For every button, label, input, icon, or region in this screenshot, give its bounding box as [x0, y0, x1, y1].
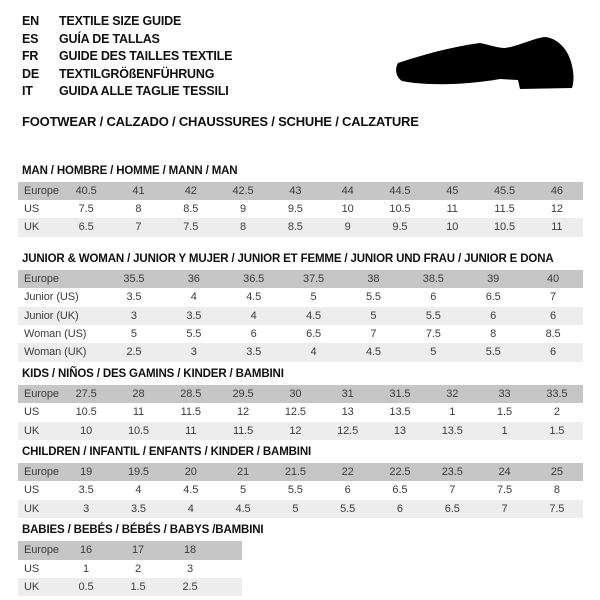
size-row-us — [18, 481, 583, 499]
size-value: 8.5 — [183, 202, 199, 215]
size-value: 31.5 — [374, 385, 426, 403]
size-value: 6.5 — [60, 218, 112, 236]
size-value: 11.5 — [180, 406, 201, 419]
size-value: 2 — [134, 562, 142, 575]
size-value: 38 — [344, 270, 404, 288]
size-value: 13 — [374, 422, 426, 440]
region-label: US — [24, 484, 40, 497]
region-label: US — [24, 406, 40, 419]
size-value: 5 — [310, 291, 317, 304]
region-label: Europe — [18, 463, 60, 481]
size-value: 1.5 — [497, 406, 513, 419]
size-value: 10 — [426, 218, 478, 236]
size-value: 25 — [531, 463, 583, 481]
size-value: 28.5 — [165, 385, 217, 403]
size-value: 1.5 — [112, 578, 164, 596]
size-value: 35.5 — [104, 270, 164, 288]
size-value: 7 — [370, 327, 377, 340]
size-row-woman-us — [18, 325, 583, 343]
size-table-title: JUNIOR & WOMAN / JUNIOR Y MUJER / JUNIOR ET FEMME / JUNIOR UND FRAU / JUNIOR E DONA — [22, 252, 554, 265]
size-table — [18, 541, 242, 596]
language-label: GUIDA ALLE TAGLIE TESSILI — [59, 84, 229, 98]
size-value: 12 — [269, 422, 321, 440]
size-value: 1.5 — [531, 422, 583, 440]
size-value: 6 — [374, 500, 426, 518]
region-label: UK — [18, 578, 60, 596]
size-table-section — [18, 368, 583, 440]
size-value: 8 — [135, 202, 142, 215]
size-value: 11.5 — [217, 422, 269, 440]
size-value: 4.5 — [344, 343, 404, 361]
language-label: TEXTILE SIZE GUIDE — [59, 14, 182, 28]
language-code: FR — [22, 49, 39, 63]
size-value: 4 — [284, 343, 344, 361]
size-value: 3.5 — [164, 307, 224, 325]
size-row-us — [18, 200, 583, 218]
size-value: 3 — [164, 343, 224, 361]
size-table-title: BABIES / BEBÉS / BÉBÉS / BABYS /BAMBINI — [22, 524, 264, 537]
language-code: DE — [22, 66, 39, 81]
size-table-section — [18, 524, 583, 596]
region-label: Junior (UK) — [18, 307, 104, 325]
region-label: Europe — [18, 385, 60, 403]
size-value: 6 — [344, 484, 351, 497]
size-value: 9 — [240, 202, 247, 215]
size-value: 0.5 — [60, 578, 112, 596]
size-value: 6 — [523, 307, 583, 325]
size-value: 13 — [341, 406, 354, 419]
size-value: 5 — [403, 343, 463, 361]
size-value: 4 — [165, 500, 217, 518]
size-value: 13.5 — [426, 422, 478, 440]
size-value: 29.5 — [217, 385, 269, 403]
size-value: 7.5 — [497, 484, 513, 497]
size-value: 41 — [112, 182, 164, 200]
size-value: 30 — [269, 385, 321, 403]
size-value: 44.5 — [374, 182, 426, 200]
region-label: Europe — [18, 541, 60, 559]
size-value: 9.5 — [287, 202, 303, 215]
size-row-europe — [18, 270, 583, 288]
size-value: 36 — [164, 270, 224, 288]
size-value: 13.5 — [389, 406, 411, 419]
size-value: 4 — [190, 291, 197, 304]
size-value: 4 — [135, 484, 142, 497]
size-value: 10 — [341, 202, 354, 215]
size-value: 3.5 — [112, 500, 164, 518]
size-value: 6.5 — [426, 500, 478, 518]
size-value: 22 — [321, 463, 373, 481]
size-value: 5 — [240, 484, 247, 497]
size-value: 6 — [523, 343, 583, 361]
size-value: 22.5 — [374, 463, 426, 481]
size-value: 11 — [132, 406, 145, 419]
size-value: 11.5 — [494, 202, 515, 215]
size-value: 38.5 — [403, 270, 463, 288]
size-value: 1 — [478, 422, 530, 440]
size-value: 21 — [217, 463, 269, 481]
size-value: 19.5 — [112, 463, 164, 481]
size-table-section — [18, 253, 583, 362]
size-row-uk — [18, 500, 583, 518]
size-value: 8 — [490, 327, 497, 340]
size-value: 7 — [550, 291, 557, 304]
size-value: 43 — [269, 182, 321, 200]
size-value: 6 — [250, 327, 257, 340]
size-row-uk — [18, 422, 583, 440]
size-value: 24 — [478, 463, 530, 481]
size-table — [18, 385, 583, 440]
region-label: Woman (US) — [24, 327, 87, 340]
region-label: US — [24, 562, 40, 575]
size-value: 44 — [321, 182, 373, 200]
size-value: 3.5 — [78, 484, 94, 497]
size-value: 10.5 — [112, 422, 164, 440]
size-value: 10.5 — [389, 202, 411, 215]
size-value: 7 — [449, 484, 456, 497]
size-value: 7.5 — [165, 218, 217, 236]
size-value: 5 — [269, 500, 321, 518]
filler-cell — [216, 541, 242, 559]
region-label: Europe — [18, 182, 60, 200]
size-value: 4.5 — [183, 484, 199, 497]
size-value: 7 — [112, 218, 164, 236]
size-value: 16 — [60, 541, 112, 559]
size-value: 10.5 — [478, 218, 530, 236]
size-value: 37.5 — [284, 270, 344, 288]
size-value: 5.5 — [463, 343, 523, 361]
size-table-section — [18, 165, 583, 237]
size-value: 39 — [463, 270, 523, 288]
size-value: 19 — [60, 463, 112, 481]
size-value: 27.5 — [60, 385, 112, 403]
size-value: 9 — [321, 218, 373, 236]
size-table — [18, 463, 583, 518]
size-value: 8 — [217, 218, 269, 236]
size-value: 3 — [186, 562, 194, 575]
language-code: IT — [22, 84, 33, 98]
size-value: 42.5 — [217, 182, 269, 200]
size-value: 18 — [164, 541, 216, 559]
size-value: 6 — [430, 291, 437, 304]
size-value: 12.5 — [321, 422, 373, 440]
size-value: 6.5 — [392, 484, 408, 497]
size-value: 7.5 — [78, 202, 94, 215]
size-value: 10 — [60, 422, 112, 440]
size-table-title: MAN / HOMBRE / HOMME / MANN / MAN — [22, 164, 238, 177]
size-row-europe — [18, 182, 583, 200]
filler-cell — [216, 578, 242, 596]
size-value: 11 — [531, 218, 583, 236]
size-value: 10.5 — [75, 406, 97, 419]
region-label: Junior (US) — [24, 291, 79, 304]
size-value: 1 — [82, 562, 90, 575]
size-value: 8.5 — [269, 218, 321, 236]
size-value: 21.5 — [269, 463, 321, 481]
region-label: UK — [18, 218, 60, 236]
size-value: 4.5 — [217, 500, 269, 518]
size-row-woman-uk — [18, 343, 583, 361]
size-value: 5.5 — [321, 500, 373, 518]
size-value: 17 — [112, 541, 164, 559]
size-value: 3 — [104, 307, 164, 325]
size-row-junior-us — [18, 288, 583, 306]
size-row-europe — [18, 385, 583, 403]
language-label: GUIDE DES TAILLES TEXTILE — [59, 49, 233, 63]
size-value: 42 — [165, 182, 217, 200]
region-label: US — [24, 202, 40, 215]
size-row-uk — [18, 218, 583, 236]
size-value: 32 — [426, 385, 478, 403]
size-row-uk — [18, 578, 242, 596]
size-value: 7.5 — [425, 327, 441, 340]
size-value: 20 — [165, 463, 217, 481]
size-table — [18, 270, 583, 362]
language-code: ES — [22, 31, 39, 46]
size-value: 31 — [321, 385, 373, 403]
size-value: 5.5 — [186, 327, 202, 340]
size-value: 33.5 — [531, 385, 583, 403]
language-label: GUÍA DE TALLAS — [59, 31, 160, 46]
size-value: 6 — [463, 307, 523, 325]
language-row-en — [22, 13, 583, 31]
size-value: 2 — [553, 406, 560, 419]
size-value: 40 — [523, 270, 583, 288]
size-value: 33 — [478, 385, 530, 403]
dress-shoe-icon — [394, 35, 578, 92]
size-value: 3.5 — [126, 291, 142, 304]
size-value: 4 — [224, 307, 284, 325]
category-title: FOOTWEAR / CALZADO / CHAUSSURES / SCHUHE / CALZATURE — [22, 113, 419, 129]
size-value: 2.5 — [104, 343, 164, 361]
size-value: 4.5 — [284, 307, 344, 325]
size-value: 7.5 — [531, 500, 583, 518]
size-table — [18, 182, 583, 237]
size-table-section — [18, 446, 583, 518]
size-row-us — [18, 403, 583, 421]
size-row-junior-uk — [18, 307, 583, 325]
size-value: 5 — [130, 327, 137, 340]
size-value: 1 — [449, 406, 456, 419]
size-value: 12.5 — [284, 406, 306, 419]
size-value: 8 — [553, 484, 560, 497]
filler-cell — [216, 560, 242, 578]
region-label: UK — [18, 500, 60, 518]
size-value: 11 — [446, 202, 458, 215]
size-value: 12 — [237, 406, 250, 419]
size-value: 3 — [60, 500, 112, 518]
size-value: 4.5 — [246, 291, 262, 304]
size-value: 3.5 — [224, 343, 284, 361]
size-value: 46 — [531, 182, 583, 200]
size-value: 9.5 — [374, 218, 426, 236]
size-value: 45 — [426, 182, 478, 200]
size-value: 5.5 — [365, 291, 381, 304]
size-value: 7 — [478, 500, 530, 518]
size-value: 6.5 — [306, 327, 322, 340]
size-tables — [18, 165, 583, 597]
language-code: EN — [22, 14, 39, 28]
size-value: 6.5 — [485, 291, 501, 304]
size-value: 36.5 — [224, 270, 284, 288]
size-value: 40.5 — [60, 182, 112, 200]
size-table-title: KIDS / NIÑOS / DES GAMINS / KINDER / BAMBINI — [22, 367, 284, 380]
region-label: UK — [18, 422, 60, 440]
size-value: 8.5 — [545, 327, 561, 340]
size-value: 2.5 — [164, 578, 216, 596]
size-table-title: CHILDREN / INFANTIL / ENFANTS / KINDER / BAMBINI — [22, 445, 312, 458]
size-value: 5.5 — [403, 307, 463, 325]
size-value: 11 — [165, 422, 217, 440]
size-value: 28 — [112, 385, 164, 403]
size-row-europe — [18, 463, 583, 481]
size-row-europe — [18, 541, 242, 559]
size-value: 45.5 — [478, 182, 530, 200]
region-label: Europe — [18, 270, 104, 288]
size-value: 23.5 — [426, 463, 478, 481]
region-label: Woman (UK) — [18, 343, 104, 361]
size-value: 5.5 — [287, 484, 303, 497]
size-value: 5 — [344, 307, 404, 325]
language-label: TEXTILGRÖßENFÜHRUNG — [59, 66, 215, 81]
size-row-us — [18, 560, 242, 578]
size-value: 12 — [550, 202, 563, 215]
